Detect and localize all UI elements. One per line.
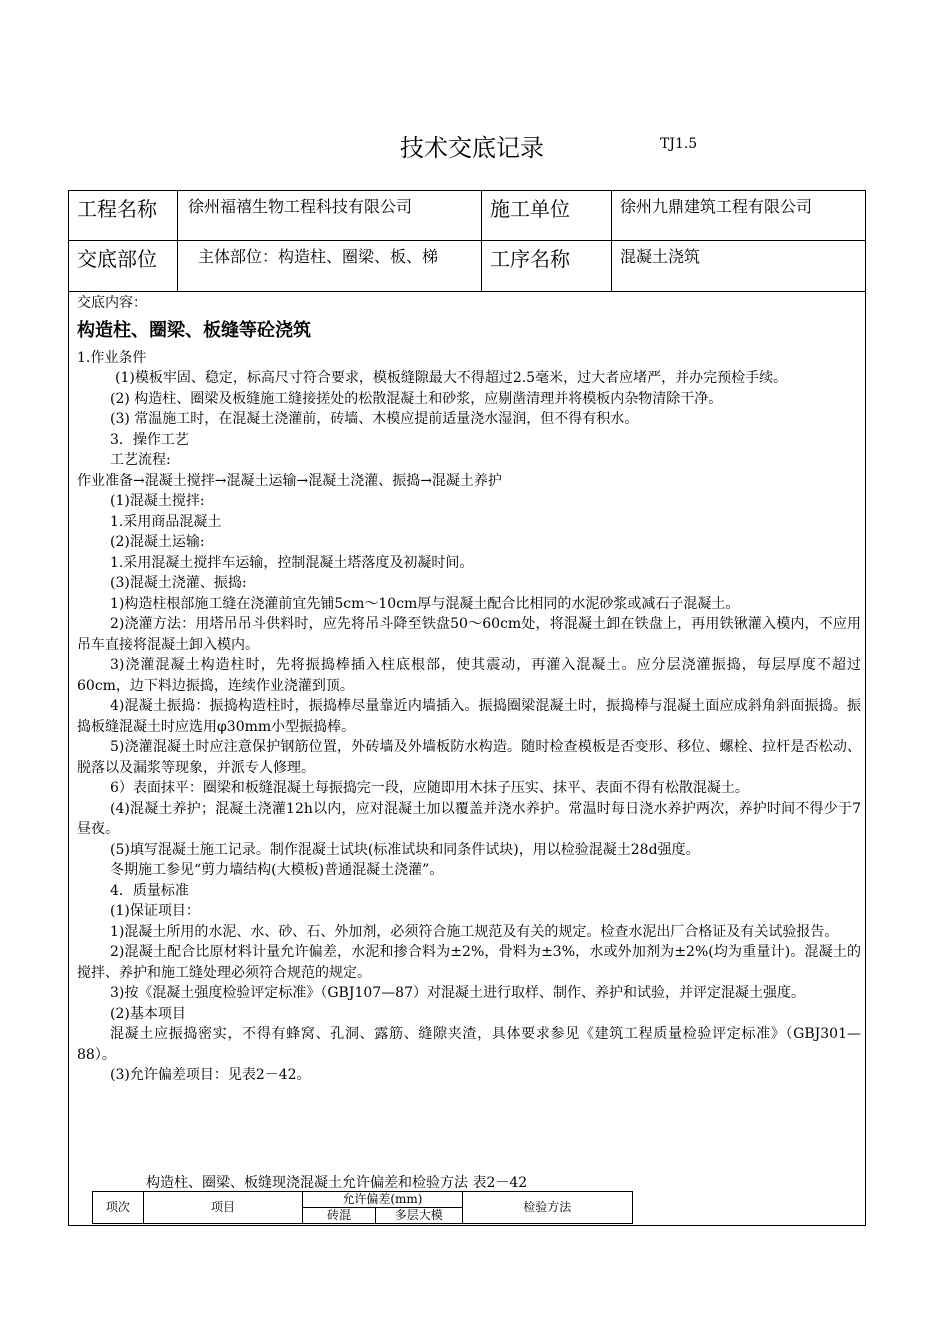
col-method: 检验方法	[462, 1192, 632, 1224]
content-line: (2) 构造柱、圈梁及板缝施工缝接搓处的松散混凝土和砂浆，应剔凿清理并将模板内杂物清除干净。	[110, 390, 723, 407]
tolerance-table	[92, 1191, 633, 1224]
table-caption: 构造柱、圈梁、板缝现浇混凝土允许偏差和检验方法 表2－42	[146, 1175, 528, 1191]
document-title: 技术交底记录	[400, 134, 544, 162]
content-line: (1)混凝土搅拌:	[110, 493, 205, 509]
project-value: 徐州福禧生物工程科技有限公司	[178, 191, 482, 240]
header-row-1	[69, 191, 865, 241]
unit-label: 施工单位	[482, 191, 612, 240]
content-line: (3)混凝土浇灌、振捣:	[110, 575, 247, 591]
col-number: 项次	[93, 1192, 144, 1224]
disclosure-content	[77, 293, 861, 1086]
col-item: 项目	[143, 1192, 302, 1224]
content-line: 1.采用混凝土搅拌车运输，控制混凝土塔落度及初凝时间。	[110, 554, 474, 571]
header-row-2	[69, 241, 865, 292]
record-frame	[68, 190, 866, 1226]
content-label: 交底内容：	[77, 295, 147, 311]
document-code: TJ1.5	[660, 136, 698, 152]
process-value: 混凝土浇筑	[620, 247, 701, 266]
content-line: 冬期施工参见“剪力墙结构(大模板)普通混凝土浇灌”。	[110, 862, 444, 878]
part-label: 交底部位	[69, 241, 178, 291]
content-line: (5)填写混凝土施工记录。制作混凝土试块(标准试块和同条件试块)，用以检验混凝土28d强度。	[110, 841, 700, 858]
content-line: 工艺流程:	[110, 452, 171, 468]
project-label: 工程名称	[69, 191, 178, 240]
content-line: 1)混凝土所用的水泥、水、砂、石、外加剂，必须符合施工规范及有关的规定。检查水泥出厂合格证及有关试验报告。	[110, 923, 839, 940]
col-tolerance: 允许偏差(mm)	[303, 1192, 462, 1208]
content-line: (1)模板牢固、稳定，标高尺寸符合要求，模板缝隙最大不得超过2.5毫米，过大者应堵严，并办完预检手续。	[115, 370, 788, 386]
content-line: 4．质量标准	[110, 882, 189, 899]
content-line: 3．操作工艺	[110, 431, 189, 448]
content-line: 3)浇灌混凝土构造柱时，先将振捣棒插入柱底根部，使其震动，再灌入混凝土。应分层浇灌振捣，每层厚度不超过60cm，边下料边振捣，连续作业浇灌到顶。	[77, 657, 861, 694]
unit-value: 徐州九鼎建筑工程有限公司	[620, 197, 813, 216]
content-line: 4)混凝土振捣：振捣构造柱时，振捣棒尽量靠近内墙插入。振捣圈梁混凝土时，振捣棒与混凝土面应成斜角斜面振捣。振捣板缝混凝土时应选用φ30mm小型振捣棒。	[77, 698, 861, 735]
content-subtitle: 构造柱、圈梁、板缝等砼浇筑	[77, 319, 311, 341]
content-line: 1.采用商品混凝土	[110, 513, 222, 530]
part-value: 主体部位：构造柱、圈梁、板、梯	[178, 241, 482, 291]
content-line: 2)浇灌方法：用塔吊吊斗供料时，应先将吊斗降至铁盘50～60cm处，将混凝土卸在铁盘上，再用铁锹灌入模内，不应用吊车直接将混凝土卸入模内。	[77, 616, 861, 653]
process-label: 工序名称	[482, 241, 612, 291]
content-line: (2)混凝土运输:	[110, 534, 205, 550]
content-line: 5)浇灌混凝土时应注意保护钢筋位置，外砖墙及外墙板防水构造。随时检查模板是否变形、移位、螺栓、拉杆是否松动、脱落以及漏浆等现象，并派专人修理。	[77, 739, 861, 776]
col-tolerance-formwork: 多层大模	[375, 1208, 462, 1224]
col-tolerance-brick: 砖混	[303, 1208, 376, 1224]
content-line: 2)混凝土配合比原材料计量允许偏差，水泥和掺合料为±2%，骨料为±3%，水或外加剂为±2%(均为重量计)。混凝土的搅拌、养护和施工缝处理必须符合规范的规定。	[77, 944, 861, 981]
content-line: 3)按《混凝土强度检验评定标准》（GBJ107—87）对混凝土进行取样、制作、养护和试验，并评定混凝土强度。	[110, 985, 805, 1001]
content-line: 1)构造柱根部施工缝在浇灌前宜先铺5cm～10cm厚与混凝土配合比相同的水泥砂浆或减石子混凝土。	[110, 595, 740, 612]
content-line: 混凝土应振捣密实，不得有蜂窝、孔洞、露筋、缝隙夹渣，具体要求参见《建筑工程质量检验评定标准》（GBJ301—88）。	[77, 1026, 861, 1063]
content-line: (3)允许偏差项目：见表2－42。	[110, 1067, 311, 1083]
content-line: (3) 常温施工时，在混凝土浇灌前，砖墙、木模应提前适量浇水湿润，但不得有积水。	[110, 411, 639, 427]
content-line: (1)保证项目：	[110, 903, 200, 919]
content-line: 作业准备→混凝土搅拌→混凝土运输→混凝土浇灌、振捣→混凝土养护	[77, 472, 502, 489]
content-line: (2)基本项目	[110, 1005, 186, 1022]
content-line: 1.作业条件	[77, 349, 147, 366]
content-line: (4)混凝土养护；混凝土浇灌12h以内，应对混凝土加以覆盖并浇水养护。常温时每日浇水养护两次，养护时间不得少于7昼夜。	[77, 800, 861, 837]
content-line: 6）表面抹平：圈梁和板缝混凝土每振捣完一段，应随即用木抹子压实、抹平、表面不得有松散混凝土。	[110, 780, 749, 796]
